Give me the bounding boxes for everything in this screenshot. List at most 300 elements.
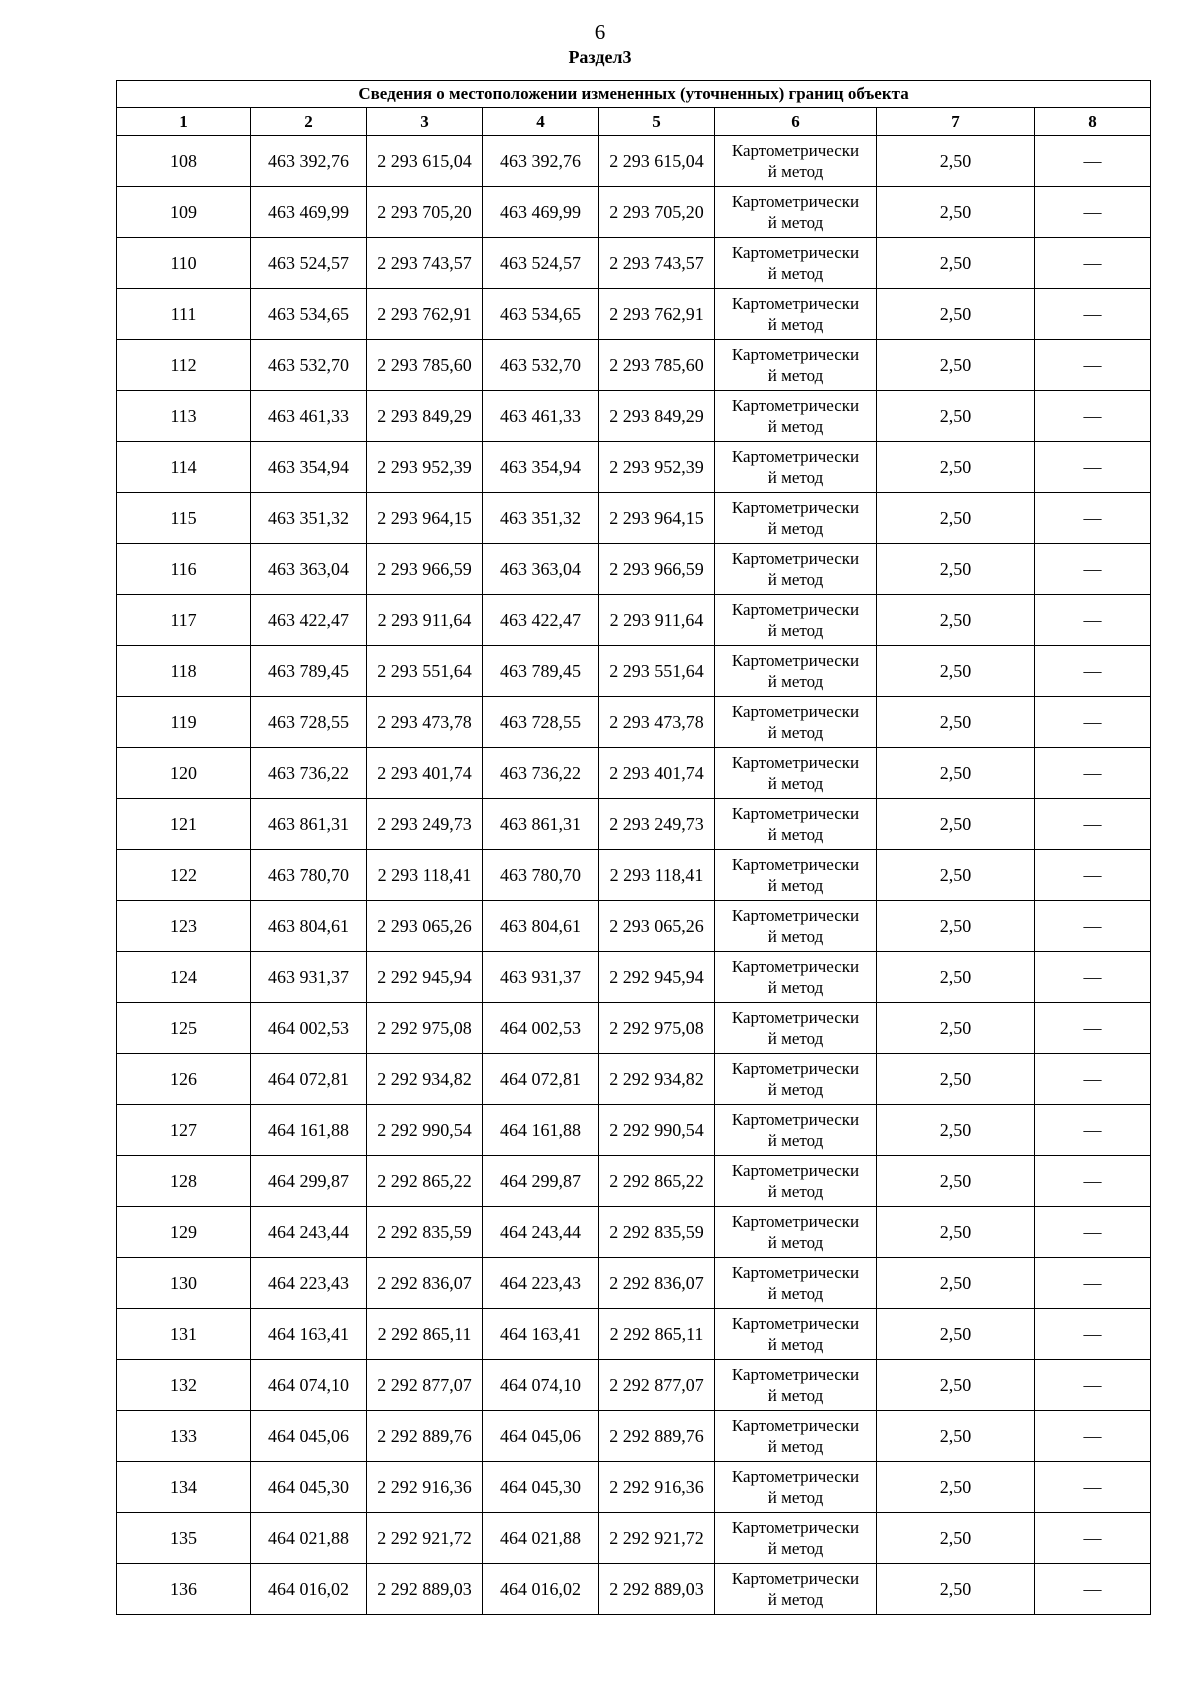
accuracy-cell: 2,50	[877, 1003, 1035, 1054]
y-refined-cell: 2 293 615,04	[599, 136, 715, 187]
y-refined-cell: 2 292 889,76	[599, 1411, 715, 1462]
x-existing-cell: 463 789,45	[251, 646, 367, 697]
method-line: й метод	[767, 1029, 824, 1048]
accuracy-cell: 2,50	[877, 595, 1035, 646]
method-cell	[715, 1258, 877, 1309]
point-number-cell: 136	[117, 1564, 251, 1615]
table-row	[117, 952, 1151, 1003]
y-refined-cell: 2 292 877,07	[599, 1360, 715, 1411]
method-line: Картометрически	[731, 1416, 860, 1435]
method-line: Картометрически	[731, 753, 860, 772]
x-existing-cell: 464 045,06	[251, 1411, 367, 1462]
note-cell: —	[1035, 1360, 1151, 1411]
method-line: й метод	[767, 978, 824, 997]
x-refined-cell: 463 736,22	[483, 748, 599, 799]
note-cell: —	[1035, 1207, 1151, 1258]
y-refined-cell: 2 293 762,91	[599, 289, 715, 340]
method-line: й метод	[767, 519, 824, 538]
point-number-cell: 133	[117, 1411, 251, 1462]
method-cell	[715, 1564, 877, 1615]
method-line: й метод	[767, 1182, 824, 1201]
accuracy-cell: 2,50	[877, 1411, 1035, 1462]
method-line: Картометрически	[731, 906, 860, 925]
y-refined-cell: 2 293 743,57	[599, 238, 715, 289]
x-refined-cell: 464 074,10	[483, 1360, 599, 1411]
x-refined-cell: 464 016,02	[483, 1564, 599, 1615]
method-cell	[715, 238, 877, 289]
table-row	[117, 1054, 1151, 1105]
point-number-cell: 112	[117, 340, 251, 391]
table-row	[117, 1003, 1151, 1054]
method-line: Картометрически	[731, 1365, 860, 1384]
method-cell	[715, 136, 877, 187]
x-existing-cell: 464 074,10	[251, 1360, 367, 1411]
point-number-cell: 130	[117, 1258, 251, 1309]
y-existing-cell: 2 292 916,36	[367, 1462, 483, 1513]
method-cell	[715, 340, 877, 391]
y-existing-cell: 2 293 065,26	[367, 901, 483, 952]
method-cell	[715, 1156, 877, 1207]
y-existing-cell: 2 292 889,76	[367, 1411, 483, 1462]
y-existing-cell: 2 293 743,57	[367, 238, 483, 289]
method-cell	[715, 1513, 877, 1564]
x-refined-cell: 464 002,53	[483, 1003, 599, 1054]
x-existing-cell: 463 469,99	[251, 187, 367, 238]
y-existing-cell: 2 293 473,78	[367, 697, 483, 748]
y-refined-cell: 2 293 705,20	[599, 187, 715, 238]
x-existing-cell: 463 861,31	[251, 799, 367, 850]
point-number-cell: 114	[117, 442, 251, 493]
x-existing-cell: 463 534,65	[251, 289, 367, 340]
table-row	[117, 748, 1151, 799]
table-row	[117, 697, 1151, 748]
method-line: й метод	[767, 162, 824, 181]
method-line: Картометрически	[731, 192, 860, 211]
note-cell: —	[1035, 187, 1151, 238]
y-existing-cell: 2 292 975,08	[367, 1003, 483, 1054]
table-row	[117, 1513, 1151, 1564]
method-line: Картометрически	[731, 804, 860, 823]
accuracy-cell: 2,50	[877, 238, 1035, 289]
note-cell: —	[1035, 952, 1151, 1003]
method-cell	[715, 1411, 877, 1462]
y-refined-cell: 2 292 916,36	[599, 1462, 715, 1513]
method-line: й метод	[767, 672, 824, 691]
column-number: 8	[1035, 108, 1151, 136]
point-number-cell: 128	[117, 1156, 251, 1207]
method-line: Картометрически	[731, 1008, 860, 1027]
x-existing-cell: 464 045,30	[251, 1462, 367, 1513]
note-cell: —	[1035, 442, 1151, 493]
accuracy-cell: 2,50	[877, 136, 1035, 187]
point-number-cell: 117	[117, 595, 251, 646]
accuracy-cell: 2,50	[877, 340, 1035, 391]
method-line: й метод	[767, 468, 824, 487]
method-line: Картометрически	[731, 549, 860, 568]
column-number: 2	[251, 108, 367, 136]
x-existing-cell: 464 163,41	[251, 1309, 367, 1360]
y-existing-cell: 2 293 118,41	[367, 850, 483, 901]
x-refined-cell: 463 532,70	[483, 340, 599, 391]
x-refined-cell: 463 728,55	[483, 697, 599, 748]
point-number-cell: 119	[117, 697, 251, 748]
table-row	[117, 187, 1151, 238]
point-number-cell: 135	[117, 1513, 251, 1564]
boundary-coordinates-table	[116, 80, 1151, 1615]
y-existing-cell: 2 293 401,74	[367, 748, 483, 799]
method-line: й метод	[767, 723, 824, 742]
point-number-cell: 120	[117, 748, 251, 799]
point-number-cell: 116	[117, 544, 251, 595]
method-line: й метод	[767, 1080, 824, 1099]
y-existing-cell: 2 292 921,72	[367, 1513, 483, 1564]
y-existing-cell: 2 293 249,73	[367, 799, 483, 850]
method-line: й метод	[767, 876, 824, 895]
accuracy-cell: 2,50	[877, 1207, 1035, 1258]
method-cell	[715, 391, 877, 442]
x-refined-cell: 463 392,76	[483, 136, 599, 187]
note-cell: —	[1035, 1105, 1151, 1156]
x-existing-cell: 463 461,33	[251, 391, 367, 442]
x-refined-cell: 463 363,04	[483, 544, 599, 595]
x-existing-cell: 463 351,32	[251, 493, 367, 544]
method-line: Картометрически	[731, 1467, 860, 1486]
y-existing-cell: 2 293 785,60	[367, 340, 483, 391]
method-line: Картометрически	[731, 1314, 860, 1333]
accuracy-cell: 2,50	[877, 697, 1035, 748]
method-line: Картометрически	[731, 1212, 860, 1231]
point-number-cell: 134	[117, 1462, 251, 1513]
note-cell: —	[1035, 1411, 1151, 1462]
column-number: 7	[877, 108, 1035, 136]
table-caption: Сведения о местоположении измененных (уточненных) границ объекта	[117, 81, 1151, 108]
y-existing-cell: 2 292 836,07	[367, 1258, 483, 1309]
y-refined-cell: 2 292 865,11	[599, 1309, 715, 1360]
method-line: Картометрически	[731, 498, 860, 517]
x-existing-cell: 463 736,22	[251, 748, 367, 799]
method-line: Картометрически	[731, 1059, 860, 1078]
point-number-cell: 121	[117, 799, 251, 850]
note-cell: —	[1035, 1309, 1151, 1360]
method-line: й метод	[767, 1590, 824, 1609]
method-cell	[715, 1309, 877, 1360]
table-row	[117, 1207, 1151, 1258]
method-line: Картометрически	[731, 243, 860, 262]
point-number-cell: 110	[117, 238, 251, 289]
method-line: й метод	[767, 315, 824, 334]
table-row	[117, 1258, 1151, 1309]
x-refined-cell: 463 789,45	[483, 646, 599, 697]
note-cell: —	[1035, 901, 1151, 952]
method-cell	[715, 289, 877, 340]
table-row	[117, 391, 1151, 442]
column-number: 4	[483, 108, 599, 136]
method-cell	[715, 901, 877, 952]
method-line: й метод	[767, 570, 824, 589]
accuracy-cell: 2,50	[877, 1564, 1035, 1615]
point-number-cell: 108	[117, 136, 251, 187]
method-line: й метод	[767, 1233, 824, 1252]
y-refined-cell: 2 292 889,03	[599, 1564, 715, 1615]
x-refined-cell: 463 351,32	[483, 493, 599, 544]
accuracy-cell: 2,50	[877, 1258, 1035, 1309]
method-cell	[715, 595, 877, 646]
table-row	[117, 289, 1151, 340]
y-existing-cell: 2 293 849,29	[367, 391, 483, 442]
x-existing-cell: 463 780,70	[251, 850, 367, 901]
method-cell	[715, 1207, 877, 1258]
method-line: Картометрически	[731, 1161, 860, 1180]
table-row	[117, 850, 1151, 901]
table-row	[117, 646, 1151, 697]
x-refined-cell: 463 534,65	[483, 289, 599, 340]
y-refined-cell: 2 293 952,39	[599, 442, 715, 493]
y-existing-cell: 2 293 762,91	[367, 289, 483, 340]
x-existing-cell: 463 392,76	[251, 136, 367, 187]
accuracy-cell: 2,50	[877, 646, 1035, 697]
x-existing-cell: 463 524,57	[251, 238, 367, 289]
y-existing-cell: 2 293 705,20	[367, 187, 483, 238]
method-line: Картометрически	[731, 702, 860, 721]
x-refined-cell: 464 299,87	[483, 1156, 599, 1207]
method-line: Картометрически	[731, 141, 860, 160]
point-number-cell: 125	[117, 1003, 251, 1054]
table-row	[117, 544, 1151, 595]
column-number: 5	[599, 108, 715, 136]
method-line: й метод	[767, 1539, 824, 1558]
method-line: й метод	[767, 621, 824, 640]
y-refined-cell: 2 293 964,15	[599, 493, 715, 544]
method-line: Картометрически	[731, 447, 860, 466]
note-cell: —	[1035, 748, 1151, 799]
note-cell: —	[1035, 1258, 1151, 1309]
method-cell	[715, 1105, 877, 1156]
table-row	[117, 1462, 1151, 1513]
x-refined-cell: 464 045,06	[483, 1411, 599, 1462]
table-row	[117, 799, 1151, 850]
y-existing-cell: 2 293 615,04	[367, 136, 483, 187]
note-cell: —	[1035, 238, 1151, 289]
table-row	[117, 901, 1151, 952]
accuracy-cell: 2,50	[877, 187, 1035, 238]
x-existing-cell: 464 021,88	[251, 1513, 367, 1564]
table-row	[117, 238, 1151, 289]
method-cell	[715, 187, 877, 238]
method-cell	[715, 1360, 877, 1411]
column-number: 1	[117, 108, 251, 136]
method-line: й метод	[767, 927, 824, 946]
method-line: Картометрически	[731, 855, 860, 874]
y-refined-cell: 2 292 990,54	[599, 1105, 715, 1156]
method-line: й метод	[767, 213, 824, 232]
table-row	[117, 493, 1151, 544]
x-refined-cell: 463 422,47	[483, 595, 599, 646]
note-cell: —	[1035, 799, 1151, 850]
point-number-cell: 113	[117, 391, 251, 442]
y-existing-cell: 2 292 934,82	[367, 1054, 483, 1105]
y-existing-cell: 2 292 865,22	[367, 1156, 483, 1207]
note-cell: —	[1035, 595, 1151, 646]
column-number: 3	[367, 108, 483, 136]
table-row	[117, 595, 1151, 646]
method-line: й метод	[767, 774, 824, 793]
method-line: Картометрически	[731, 1518, 860, 1537]
y-refined-cell: 2 292 835,59	[599, 1207, 715, 1258]
point-number-cell: 123	[117, 901, 251, 952]
accuracy-cell: 2,50	[877, 1309, 1035, 1360]
y-refined-cell: 2 293 911,64	[599, 595, 715, 646]
note-cell: —	[1035, 391, 1151, 442]
note-cell: —	[1035, 340, 1151, 391]
method-line: й метод	[767, 264, 824, 283]
point-number-cell: 118	[117, 646, 251, 697]
note-cell: —	[1035, 697, 1151, 748]
y-refined-cell: 2 293 966,59	[599, 544, 715, 595]
table-row	[117, 136, 1151, 187]
y-existing-cell: 2 293 911,64	[367, 595, 483, 646]
y-existing-cell: 2 292 877,07	[367, 1360, 483, 1411]
y-existing-cell: 2 293 952,39	[367, 442, 483, 493]
method-cell	[715, 748, 877, 799]
accuracy-cell: 2,50	[877, 1054, 1035, 1105]
method-line: й метод	[767, 1437, 824, 1456]
column-number-row	[117, 108, 1151, 136]
x-existing-cell: 464 243,44	[251, 1207, 367, 1258]
point-number-cell: 109	[117, 187, 251, 238]
method-cell	[715, 952, 877, 1003]
note-cell: —	[1035, 493, 1151, 544]
table-row	[117, 1411, 1151, 1462]
x-existing-cell: 464 016,02	[251, 1564, 367, 1615]
accuracy-cell: 2,50	[877, 1360, 1035, 1411]
accuracy-cell: 2,50	[877, 391, 1035, 442]
y-refined-cell: 2 293 065,26	[599, 901, 715, 952]
accuracy-cell: 2,50	[877, 1462, 1035, 1513]
note-cell: —	[1035, 544, 1151, 595]
method-line: Картометрически	[731, 1569, 860, 1588]
x-existing-cell: 463 354,94	[251, 442, 367, 493]
table-row	[117, 1309, 1151, 1360]
x-refined-cell: 463 861,31	[483, 799, 599, 850]
method-line: Картометрически	[731, 651, 860, 670]
table-row	[117, 340, 1151, 391]
y-existing-cell: 2 293 966,59	[367, 544, 483, 595]
method-cell	[715, 493, 877, 544]
accuracy-cell: 2,50	[877, 1105, 1035, 1156]
note-cell: —	[1035, 136, 1151, 187]
note-cell: —	[1035, 289, 1151, 340]
y-refined-cell: 2 293 785,60	[599, 340, 715, 391]
y-existing-cell: 2 292 835,59	[367, 1207, 483, 1258]
x-existing-cell: 464 223,43	[251, 1258, 367, 1309]
section-title: Раздел3	[568, 47, 632, 67]
method-line: й метод	[767, 1131, 824, 1150]
x-refined-cell: 463 469,99	[483, 187, 599, 238]
method-line: Картометрически	[731, 600, 860, 619]
x-refined-cell: 464 161,88	[483, 1105, 599, 1156]
x-refined-cell: 464 243,44	[483, 1207, 599, 1258]
accuracy-cell: 2,50	[877, 1156, 1035, 1207]
y-refined-cell: 2 293 118,41	[599, 850, 715, 901]
y-refined-cell: 2 292 945,94	[599, 952, 715, 1003]
method-line: й метод	[767, 1488, 824, 1507]
method-cell	[715, 850, 877, 901]
point-number-cell: 127	[117, 1105, 251, 1156]
accuracy-cell: 2,50	[877, 442, 1035, 493]
accuracy-cell: 2,50	[877, 850, 1035, 901]
x-refined-cell: 463 780,70	[483, 850, 599, 901]
note-cell: —	[1035, 1513, 1151, 1564]
note-cell: —	[1035, 1462, 1151, 1513]
y-refined-cell: 2 292 934,82	[599, 1054, 715, 1105]
x-refined-cell: 464 072,81	[483, 1054, 599, 1105]
x-existing-cell: 464 002,53	[251, 1003, 367, 1054]
method-cell	[715, 442, 877, 493]
y-existing-cell: 2 292 990,54	[367, 1105, 483, 1156]
x-existing-cell: 463 728,55	[251, 697, 367, 748]
method-cell	[715, 799, 877, 850]
y-refined-cell: 2 293 849,29	[599, 391, 715, 442]
y-refined-cell: 2 292 865,22	[599, 1156, 715, 1207]
table-row	[117, 1360, 1151, 1411]
y-refined-cell: 2 292 975,08	[599, 1003, 715, 1054]
table-row	[117, 1564, 1151, 1615]
method-cell	[715, 646, 877, 697]
x-refined-cell: 463 524,57	[483, 238, 599, 289]
x-refined-cell: 463 804,61	[483, 901, 599, 952]
y-refined-cell: 2 292 836,07	[599, 1258, 715, 1309]
method-line: Картометрически	[731, 294, 860, 313]
accuracy-cell: 2,50	[877, 493, 1035, 544]
method-line: Картометрически	[731, 1110, 860, 1129]
method-cell	[715, 544, 877, 595]
x-existing-cell: 463 363,04	[251, 544, 367, 595]
note-cell: —	[1035, 1564, 1151, 1615]
y-refined-cell: 2 292 921,72	[599, 1513, 715, 1564]
method-cell	[715, 1054, 877, 1105]
point-number-cell: 129	[117, 1207, 251, 1258]
table-body	[117, 136, 1151, 1615]
point-number-cell: 124	[117, 952, 251, 1003]
accuracy-cell: 2,50	[877, 748, 1035, 799]
method-line: й метод	[767, 1335, 824, 1354]
table-row	[117, 1105, 1151, 1156]
accuracy-cell: 2,50	[877, 799, 1035, 850]
x-refined-cell: 464 223,43	[483, 1258, 599, 1309]
method-cell	[715, 697, 877, 748]
note-cell: —	[1035, 850, 1151, 901]
x-refined-cell: 463 461,33	[483, 391, 599, 442]
y-existing-cell: 2 293 551,64	[367, 646, 483, 697]
y-existing-cell: 2 293 964,15	[367, 493, 483, 544]
column-number: 6	[715, 108, 877, 136]
accuracy-cell: 2,50	[877, 901, 1035, 952]
method-line: Картометрически	[731, 345, 860, 364]
accuracy-cell: 2,50	[877, 544, 1035, 595]
accuracy-cell: 2,50	[877, 952, 1035, 1003]
y-existing-cell: 2 292 889,03	[367, 1564, 483, 1615]
point-number-cell: 132	[117, 1360, 251, 1411]
y-refined-cell: 2 293 401,74	[599, 748, 715, 799]
method-cell	[715, 1462, 877, 1513]
table-row	[117, 1156, 1151, 1207]
y-existing-cell: 2 292 945,94	[367, 952, 483, 1003]
x-refined-cell: 464 163,41	[483, 1309, 599, 1360]
point-number-cell: 131	[117, 1309, 251, 1360]
point-number-cell: 122	[117, 850, 251, 901]
y-existing-cell: 2 292 865,11	[367, 1309, 483, 1360]
note-cell: —	[1035, 646, 1151, 697]
